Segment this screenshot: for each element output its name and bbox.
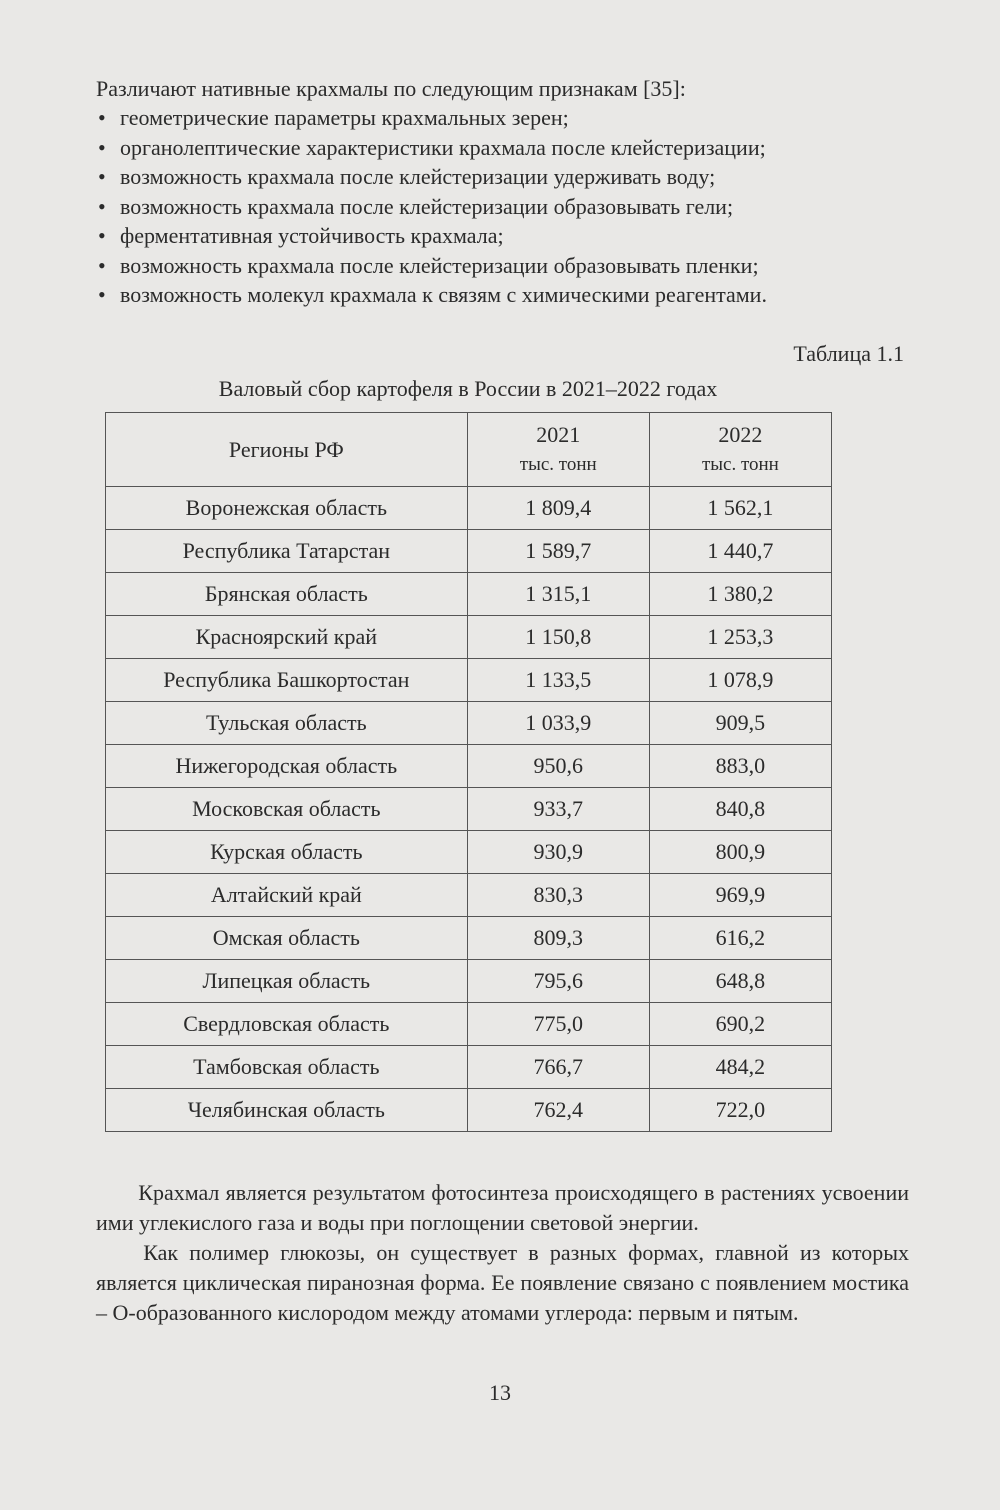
region-cell: Челябинская область: [106, 1089, 468, 1132]
paragraph-text: Крахмал является результатом фотосинтеза происходящего в растениях усвоении ими углекислого газа и воды при поглощении световой энергии.: [96, 1180, 910, 1235]
value-2022-cell: 840,8: [649, 788, 831, 831]
value-2022-cell: 1 562,1: [649, 487, 831, 530]
table-row: [106, 745, 832, 788]
criteria-list: [96, 103, 767, 310]
region-cell: Красноярский край: [106, 616, 468, 659]
table-row: [106, 702, 832, 745]
bullet-icon: •: [98, 105, 106, 130]
table-row: [106, 788, 832, 831]
region-cell: Курская область: [106, 831, 468, 874]
bullet-icon: •: [98, 164, 106, 189]
region-cell: Липецкая область: [106, 960, 468, 1003]
list-item: [96, 280, 767, 310]
bullet-icon: •: [98, 252, 106, 278]
body-paragraph-glucose-polymer: [96, 1238, 909, 1328]
table-row: [106, 1003, 832, 1046]
value-2022-cell: 616,2: [649, 917, 831, 960]
list-item: [96, 251, 767, 281]
value-2021-cell: 762,4: [467, 1089, 649, 1132]
paragraph-text: Как полимер глюкозы, он существует в разных формах, главной из которых является циклическая пиранозная форма. Ее появление связано с появлением мостика – О-образованного кислородом между атомами углерода: первым и пятым.: [96, 1240, 909, 1325]
list-item: [96, 162, 767, 192]
value-2021-cell: 1 315,1: [467, 573, 649, 616]
value-2021-cell: 1 133,5: [467, 659, 649, 702]
value-2021-cell: 830,3: [467, 874, 649, 917]
table-header-row: [106, 413, 832, 487]
value-2021-cell: 933,7: [467, 788, 649, 831]
table-row: [106, 487, 832, 530]
value-2021-cell: 809,3: [467, 917, 649, 960]
header-year: 2021: [536, 421, 581, 447]
page-number: 13: [489, 1380, 511, 1405]
list-item: [96, 221, 767, 251]
region-cell: Республика Татарстан: [106, 530, 468, 573]
value-2021-cell: 1 809,4: [467, 487, 649, 530]
list-item-text: органолептические характеристики крахмала после клейстеризации;: [120, 134, 766, 160]
header-unit: тыс. тонн: [701, 453, 779, 475]
value-2022-cell: 690,2: [649, 1003, 831, 1046]
region-cell: Свердловская область: [106, 1003, 468, 1046]
list-item-text: ферментативная устойчивость крахмала;: [120, 223, 504, 248]
intro-text: Различают нативные крахмалы по следующим признакам [35]:: [96, 76, 686, 101]
table-row: [106, 530, 832, 573]
table-number: Таблица 1.1: [793, 341, 904, 366]
bullet-icon: •: [98, 193, 106, 219]
value-2021-cell: 1 033,9: [467, 702, 649, 745]
value-2022-cell: 484,2: [649, 1046, 831, 1089]
table-row: [106, 1046, 832, 1089]
list-item-text: возможность крахмала после клейстеризации образовывать гели;: [120, 193, 734, 219]
value-2022-cell: 969,9: [649, 874, 831, 917]
region-cell: Омская область: [106, 917, 468, 960]
value-2021-cell: 775,0: [467, 1003, 649, 1046]
table-row: [106, 917, 832, 960]
table-title: Валовый сбор картофеля в России в 2021–2022 годах: [218, 376, 718, 401]
header-2022: [649, 413, 831, 487]
region-cell: Воронежская область: [106, 487, 468, 530]
value-2022-cell: 1 078,9: [649, 659, 831, 702]
region-cell: Тамбовская область: [106, 1046, 468, 1089]
value-2022-cell: 883,0: [649, 745, 831, 788]
value-2022-cell: 648,8: [649, 960, 831, 1003]
list-item-text: возможность крахмала после клейстеризации удерживать воду;: [120, 164, 716, 189]
value-2021-cell: 795,6: [467, 960, 649, 1003]
bullet-icon: •: [98, 223, 106, 248]
value-2021-cell: 766,7: [467, 1046, 649, 1089]
region-cell: Тульская область: [106, 702, 468, 745]
header-region: Регионы РФ: [106, 413, 468, 487]
list-item-text: возможность молекул крахмала к связям с химическими реагентами.: [120, 282, 767, 307]
potato-harvest-table: [105, 412, 832, 1132]
list-item: [96, 133, 767, 163]
value-2022-cell: 909,5: [649, 702, 831, 745]
region-cell: Республика Башкортостан: [106, 659, 468, 702]
region-cell: Московская область: [106, 788, 468, 831]
value-2022-cell: 722,0: [649, 1089, 831, 1132]
header-year: 2022: [718, 421, 763, 447]
value-2021-cell: 1 589,7: [467, 530, 649, 573]
table-row: [106, 659, 832, 702]
header-2021: [467, 413, 649, 487]
value-2022-cell: 1 440,7: [649, 530, 831, 573]
table-row: [106, 1089, 832, 1132]
value-2022-cell: 1 253,3: [649, 616, 831, 659]
header-unit: тыс. тонн: [519, 453, 597, 475]
value-2021-cell: 1 150,8: [467, 616, 649, 659]
table-row: [106, 616, 832, 659]
value-2022-cell: 800,9: [649, 831, 831, 874]
bullet-icon: •: [98, 134, 106, 160]
region-cell: Брянская область: [106, 573, 468, 616]
region-cell: Алтайский край: [106, 874, 468, 917]
bullet-icon: •: [98, 282, 106, 307]
value-2021-cell: 930,9: [467, 831, 649, 874]
table-row: [106, 874, 832, 917]
list-item: [96, 192, 767, 222]
table-row: [106, 573, 832, 616]
table-row: [106, 960, 832, 1003]
list-item: [96, 103, 767, 133]
table-row: [106, 831, 832, 874]
value-2022-cell: 1 380,2: [649, 573, 831, 616]
list-item-text: возможность крахмала после клейстеризации образовывать пленки;: [120, 252, 759, 278]
body-paragraph-starch-photosynthesis: [96, 1178, 909, 1238]
region-cell: Нижегородская область: [106, 745, 468, 788]
value-2021-cell: 950,6: [467, 745, 649, 788]
list-item-text: геометрические параметры крахмальных зерен;: [120, 105, 569, 130]
